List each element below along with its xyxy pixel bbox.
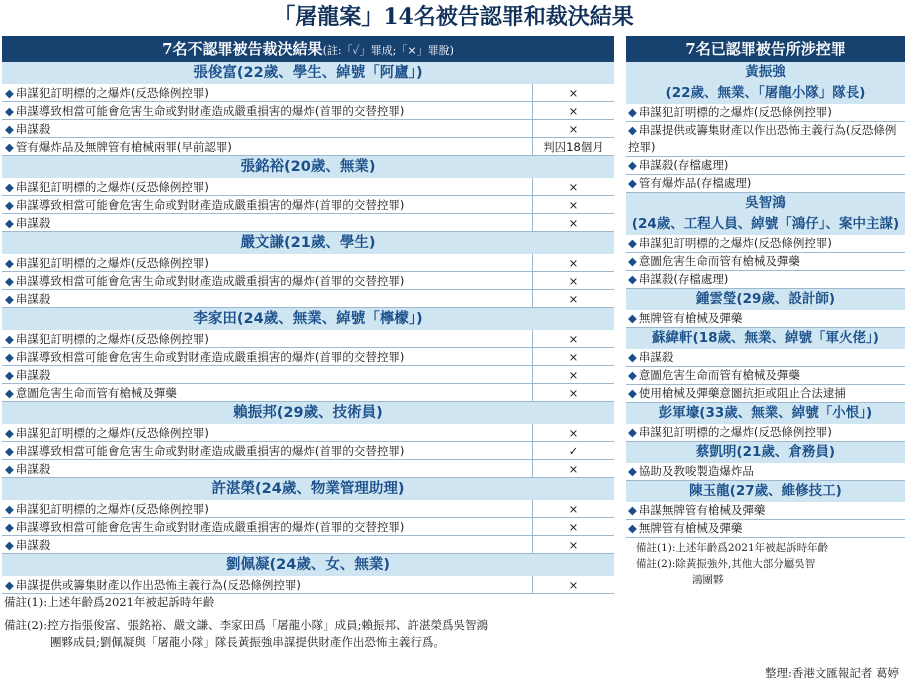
bullet-icon: ◆ xyxy=(5,350,14,364)
left-notes xyxy=(2,594,614,651)
charge-cell xyxy=(2,330,532,347)
charge-text: 串謀殺 xyxy=(15,462,51,476)
charge-text: 使用槍械及彈藥意圖抗拒或阻止合法逮捕 xyxy=(638,386,846,400)
bullet-icon: ◆ xyxy=(5,292,14,306)
charge-text: 串謀殺 xyxy=(15,122,51,136)
charge-item xyxy=(626,253,905,271)
charge-row xyxy=(2,348,614,366)
defendant-name xyxy=(626,193,905,235)
charge-item xyxy=(626,463,905,481)
defendant-name-line: 陳玉龍(27歲、維修技工) xyxy=(689,483,842,499)
charge-cell xyxy=(2,290,532,307)
charge-text: 串謀犯訂明標的之爆炸(反恐條例控罪) xyxy=(638,425,832,439)
charge-row xyxy=(2,384,614,402)
verdict-mark: 判囚18個月 xyxy=(532,138,614,155)
bullet-icon: ◆ xyxy=(5,198,14,212)
charge-text: 串謀提供或籌集財產以作出恐怖主義行為(反恐條例控罪) xyxy=(15,578,301,592)
defendant-name: 賴振邦(29歲、技術員) xyxy=(2,402,614,424)
bullet-icon: ◆ xyxy=(628,503,637,517)
page-title: 「屠龍案」14名被告認罪和裁決結果 xyxy=(273,4,634,30)
verdict-mark: × xyxy=(532,460,614,477)
bullet-icon: ◆ xyxy=(628,464,637,478)
charge-row xyxy=(2,366,614,384)
charge-item xyxy=(626,349,905,367)
charge-cell xyxy=(2,196,532,213)
verdict-mark: × xyxy=(532,178,614,195)
bullet-icon: ◆ xyxy=(628,254,637,268)
credit-line: 整理:香港文匯報記者 葛婷 xyxy=(764,666,899,680)
charge-text: 串謀殺(存檔處理) xyxy=(638,272,729,286)
left-note-2-line-2: 團夥成員;劉佩凝與「屠龍小隊」隊長黃振強串謀提供財產作出恐怖主義行爲。 xyxy=(50,635,445,649)
charge-text: 串謀犯訂明標的之爆炸(反恐條例控罪) xyxy=(15,256,209,270)
bullet-icon: ◆ xyxy=(5,180,14,194)
bullet-icon: ◆ xyxy=(628,158,637,172)
charge-row xyxy=(2,214,614,232)
bullet-icon: ◆ xyxy=(628,368,637,382)
defendant-name: 張銘裕(20歲、無業) xyxy=(2,156,614,178)
charge-item xyxy=(626,310,905,328)
bullet-icon: ◆ xyxy=(5,140,14,154)
bullet-icon: ◆ xyxy=(5,256,14,270)
verdict-mark: × xyxy=(532,84,614,101)
charge-item xyxy=(626,385,905,403)
right-note-1: 備註(1):上述年齡爲2021年被起訴時年齡 xyxy=(636,542,829,554)
defendant-name xyxy=(626,289,905,310)
charge-cell xyxy=(2,460,532,477)
verdict-mark: × xyxy=(532,384,614,401)
charge-text: 串謀導致相當可能會危害生命或對財產造成嚴重損害的爆炸(首罪的交替控罪) xyxy=(15,444,405,458)
charge-text: 串謀殺(存檔處理) xyxy=(638,158,729,172)
defendant-name-line: 蘇緯軒(18歲、無業、綽號「軍火佬」) xyxy=(652,330,879,346)
verdict-mark: × xyxy=(532,536,614,553)
bullet-icon: ◆ xyxy=(628,272,637,286)
bullet-icon: ◆ xyxy=(5,578,14,592)
charge-text: 管有爆炸品(存檔處理) xyxy=(638,176,752,190)
bullet-icon: ◆ xyxy=(628,123,637,137)
bullet-icon: ◆ xyxy=(628,386,637,400)
charge-cell xyxy=(2,366,532,383)
verdict-mark: × xyxy=(532,102,614,119)
charge-cell xyxy=(2,214,532,231)
charge-item xyxy=(626,122,905,157)
charge-row xyxy=(2,290,614,308)
charge-row xyxy=(2,102,614,120)
charge-text: 串謀提供或籌集財產以作出恐怖主義行為(反恐條例控罪) xyxy=(628,123,897,154)
charge-text: 串謀無牌管有槍械及彈藥 xyxy=(638,503,766,517)
charge-row xyxy=(2,442,614,460)
charge-text: 串謀導致相當可能會危害生命或對財產造成嚴重損害的爆炸(首罪的交替控罪) xyxy=(15,350,405,364)
bullet-icon: ◆ xyxy=(628,425,637,439)
charge-text: 協助及教唆製造爆炸品 xyxy=(638,464,754,478)
defendant-name-line: (24歲、工程人員、綽號「鴻仔」、案中主謀) xyxy=(631,216,900,232)
charge-text: 串謀導致相當可能會危害生命或對財產造成嚴重損害的爆炸(首罪的交替控罪) xyxy=(15,104,405,118)
bullet-icon: ◆ xyxy=(5,216,14,230)
bullet-icon: ◆ xyxy=(5,122,14,136)
defendant-name: 李家田(24歲、無業、綽號「檸檬」) xyxy=(2,308,614,330)
charge-text: 串謀殺 xyxy=(638,350,674,364)
charge-row xyxy=(2,272,614,290)
left-note-2-line-1: 備註(2):控方指張俊富、張銘裕、嚴文謙、李家田爲「屠龍小隊」成員;賴振邦、許湛榮爲吳智鴻 xyxy=(4,618,489,632)
charge-text: 串謀殺 xyxy=(15,216,51,230)
bullet-icon: ◆ xyxy=(628,311,637,325)
charge-row xyxy=(2,196,614,214)
defendant-name: 許湛榮(24歲、物業管理助理) xyxy=(2,478,614,500)
bullet-icon: ◆ xyxy=(628,350,637,364)
verdict-mark: × xyxy=(532,254,614,271)
defendant-name: 劉佩凝(24歲、女、無業) xyxy=(2,554,614,576)
bullet-icon: ◆ xyxy=(628,105,637,119)
verdict-mark: × xyxy=(532,518,614,535)
verdict-mark: ✓ xyxy=(532,442,614,459)
right-panel-header: 7名已認罪被告所涉控罪 xyxy=(626,36,905,62)
charge-cell xyxy=(2,84,532,101)
left-header-note: (註:「✓」罪成;「×」罪脫) xyxy=(322,44,454,57)
charge-text: 串謀殺 xyxy=(15,292,51,306)
charge-item xyxy=(626,271,905,289)
bullet-icon: ◆ xyxy=(5,104,14,118)
verdict-mark: × xyxy=(532,366,614,383)
charge-item xyxy=(626,424,905,442)
verdict-mark: × xyxy=(532,214,614,231)
right-note-2-line-1: 備註(2):除黃振強外,其他大部分屬吳智 xyxy=(636,558,816,570)
verdict-mark: × xyxy=(532,272,614,289)
bullet-icon: ◆ xyxy=(5,520,14,534)
charge-cell xyxy=(2,120,532,137)
charge-text: 無牌管有槍械及彈藥 xyxy=(638,311,743,325)
verdict-mark: × xyxy=(532,330,614,347)
charge-row xyxy=(2,120,614,138)
defendant-name xyxy=(626,481,905,502)
charge-text: 意圖危害生命而管有槍械及彈藥 xyxy=(638,254,800,268)
charge-row xyxy=(2,518,614,536)
defendant-name xyxy=(626,403,905,424)
bullet-icon: ◆ xyxy=(5,462,14,476)
charge-item xyxy=(626,235,905,253)
charge-cell xyxy=(2,272,532,289)
charge-item xyxy=(626,502,905,520)
left-header-title: 7名不認罪被告裁決結果 xyxy=(162,40,323,58)
charge-cell xyxy=(2,348,532,365)
charge-cell xyxy=(2,102,532,119)
bullet-icon: ◆ xyxy=(5,86,14,100)
charge-cell xyxy=(2,178,532,195)
charge-row xyxy=(2,84,614,102)
charge-item xyxy=(626,520,905,538)
bullet-icon: ◆ xyxy=(5,426,14,440)
defendant-name-line: 彭軍壕(33歲、無業、綽號「小恨」) xyxy=(658,405,873,421)
charge-text: 串謀犯訂明標的之爆炸(反恐條例控罪) xyxy=(15,332,209,346)
charge-row xyxy=(2,138,614,156)
left-defendant-list xyxy=(2,62,614,594)
charge-cell xyxy=(2,442,532,459)
bullet-icon: ◆ xyxy=(628,176,637,190)
charge-text: 意圖危害生命而管有槍械及彈藥 xyxy=(15,386,177,400)
charge-cell xyxy=(2,576,532,593)
charge-text: 串謀殺 xyxy=(15,368,51,382)
charge-text: 串謀殺 xyxy=(15,538,51,552)
charge-cell xyxy=(2,536,532,553)
bullet-icon: ◆ xyxy=(5,368,14,382)
defendant-name-line: 蔡凱明(21歲、倉務員) xyxy=(695,444,836,460)
charge-text: 串謀犯訂明標的之爆炸(反恐條例控罪) xyxy=(15,426,209,440)
charge-row xyxy=(2,254,614,272)
charge-cell xyxy=(2,424,532,441)
charge-row xyxy=(2,576,614,594)
charge-row xyxy=(2,330,614,348)
left-note-1: 備註(1):上述年齡爲2021年被起訴時年齡 xyxy=(4,595,215,609)
charge-row xyxy=(2,536,614,554)
defendant-name xyxy=(626,62,905,104)
charge-row xyxy=(2,424,614,442)
charge-cell xyxy=(2,254,532,271)
defendant-name-line: (22歲、無業、「屠龍小隊」隊長) xyxy=(665,85,866,101)
bullet-icon: ◆ xyxy=(5,332,14,346)
verdict-mark: × xyxy=(532,424,614,441)
bullet-icon: ◆ xyxy=(628,521,637,535)
defendant-name xyxy=(626,442,905,463)
bullet-icon: ◆ xyxy=(5,274,14,288)
charge-text: 無牌管有槍械及彈藥 xyxy=(638,521,743,535)
charge-text: 串謀導致相當可能會危害生命或對財產造成嚴重損害的爆炸(首罪的交替控罪) xyxy=(15,274,405,288)
charge-cell xyxy=(2,384,532,401)
verdict-mark: × xyxy=(532,500,614,517)
verdict-mark: × xyxy=(532,120,614,137)
bullet-icon: ◆ xyxy=(5,444,14,458)
charge-text: 串謀犯訂明標的之爆炸(反恐條例控罪) xyxy=(15,180,209,194)
charge-row xyxy=(2,178,614,196)
verdict-mark: × xyxy=(532,576,614,593)
right-note-2-line-2: 鴻團夥 xyxy=(692,574,724,586)
bullet-icon: ◆ xyxy=(628,236,637,250)
bullet-icon: ◆ xyxy=(5,502,14,516)
charge-cell xyxy=(2,518,532,535)
right-notes xyxy=(626,540,905,588)
defendant-name-line: 鍾雲瑩(29歲、設計師) xyxy=(695,291,836,307)
right-defendant-list xyxy=(626,62,905,538)
charge-text: 意圖危害生命而管有槍械及彈藥 xyxy=(638,368,800,382)
defendant-name: 張俊富(22歲、學生、綽號「阿廬」) xyxy=(2,62,614,84)
left-panel-header xyxy=(2,36,614,62)
charge-row xyxy=(2,500,614,518)
verdict-mark: × xyxy=(532,196,614,213)
charge-text: 串謀導致相當可能會危害生命或對財產造成嚴重損害的爆炸(首罪的交替控罪) xyxy=(15,520,405,534)
charge-text: 串謀犯訂明標的之爆炸(反恐條例控罪) xyxy=(15,86,209,100)
verdict-mark: × xyxy=(532,290,614,307)
charge-text: 串謀犯訂明標的之爆炸(反恐條例控罪) xyxy=(15,502,209,516)
charge-row xyxy=(2,460,614,478)
charge-item xyxy=(626,175,905,193)
bullet-icon: ◆ xyxy=(5,386,14,400)
charge-cell xyxy=(2,500,532,517)
verdict-mark: × xyxy=(532,348,614,365)
charge-text: 串謀犯訂明標的之爆炸(反恐條例控罪) xyxy=(638,105,832,119)
charge-cell xyxy=(2,138,532,155)
defendant-name-line: 吳智鴻 xyxy=(745,195,786,211)
charge-text: 管有爆炸品及無牌管有槍械兩罪(早前認罪) xyxy=(15,140,232,154)
bullet-icon: ◆ xyxy=(5,538,14,552)
charge-item xyxy=(626,157,905,175)
charge-item xyxy=(626,367,905,385)
defendant-name: 嚴文謙(21歲、學生) xyxy=(2,232,614,254)
charge-text: 串謀犯訂明標的之爆炸(反恐條例控罪) xyxy=(638,236,832,250)
charge-item xyxy=(626,104,905,122)
not-guilty-verdicts-panel xyxy=(2,36,614,651)
defendant-name xyxy=(626,328,905,349)
charge-text: 串謀導致相當可能會危害生命或對財產造成嚴重損害的爆炸(首罪的交替控罪) xyxy=(15,198,405,212)
defendant-name-line: 黃振強 xyxy=(745,64,786,80)
guilty-pleas-panel xyxy=(626,36,905,588)
